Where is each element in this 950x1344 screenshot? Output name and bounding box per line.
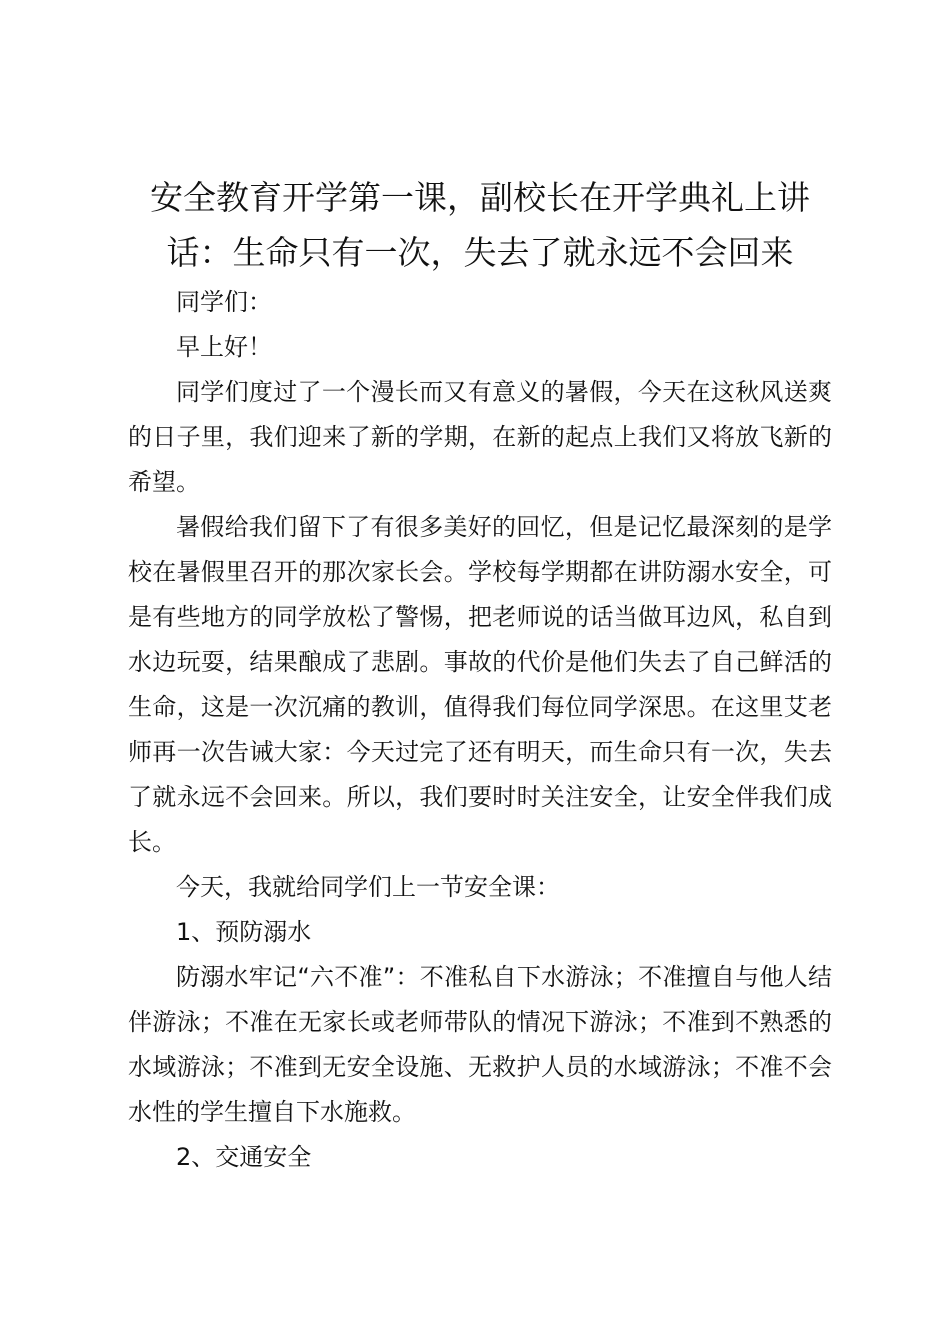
paragraph-six-rules: 防溺水牢记“六不准”：不准私自下水游泳；不准擅自与他人结伴游泳；不准在无家长或老师带队的情况下游泳；不准到不熟悉的水域游泳；不准到无安全设施、无救护人员的水域游泳；不准不会水性的学生擅自下水施救。 — [128, 963, 832, 1126]
paragraph-intro: 同学们度过了一个漫长而又有意义的暑假，今天在这秋风送爽的日子里，我们迎来了新的学期，在新的起点上我们又将放飞新的希望。 — [128, 378, 832, 496]
document-title: 安全教育开学第一课，副校长在开学典礼上讲话：生命只有一次，失去了就永远不会回来 — [150, 178, 810, 272]
paragraph-good-morning: 早上好！ — [176, 333, 272, 361]
section-heading-drowning: 1、预防溺水 — [176, 918, 312, 946]
paragraph-greeting: 同学们： — [176, 288, 272, 316]
paragraph-summer-memory: 暑假给我们留下了有很多美好的回忆，但是记忆最深刻的是学校在暑假里召开的那次家长会。学校每学期都在讲防溺水安全，可是有些地方的同学放松了警惕，把老师说的话当做耳边风，私自到水边玩耍，结果酿成了悲剧。事故的代价是他们失去了自己鲜活的生命，这是一次沉痛的教训，值得我们每位同学深思。在这里艾老师再一次告诫大家：今天过完了还有明天，而生命只有一次，失去了就永远不会回来。所以，我们要时时关注安全，让安全伴我们成长。 — [128, 513, 832, 856]
paragraph-lesson-intro: 今天，我就给同学们上一节安全课： — [176, 873, 560, 901]
document-page — [128, 170, 832, 1180]
section-heading-traffic: 2、交通安全 — [176, 1143, 312, 1171]
